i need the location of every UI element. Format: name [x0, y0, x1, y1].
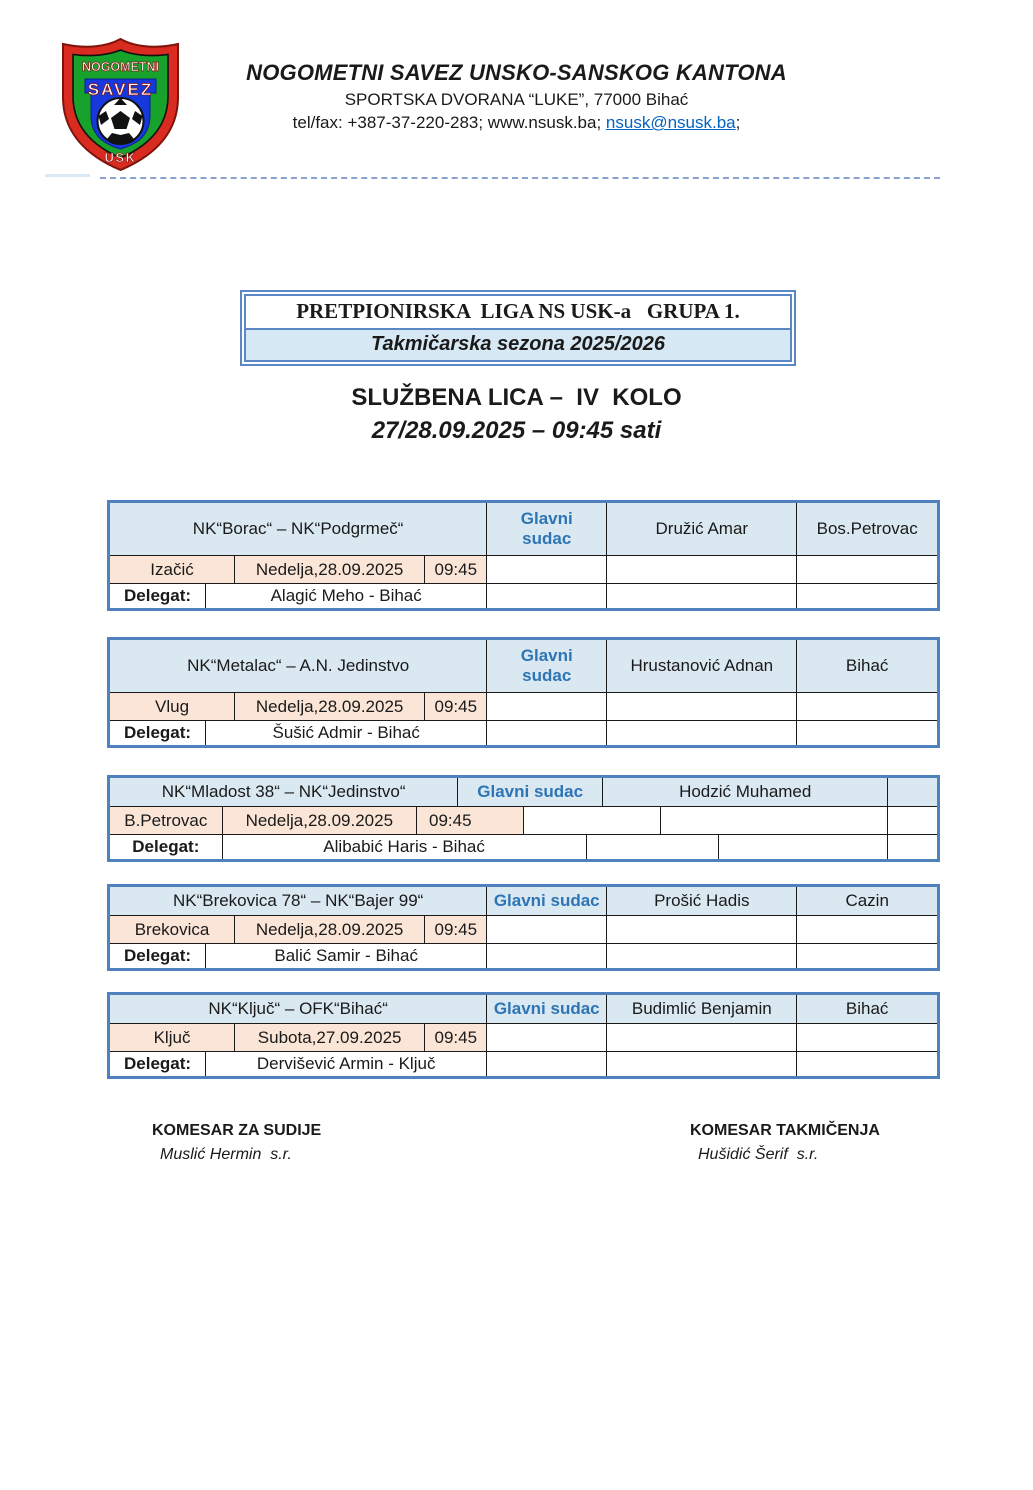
match-table-kljuc-bihac — [107, 992, 940, 1079]
referee-label: Glavni sudac — [486, 640, 606, 692]
empty-cell — [606, 916, 796, 943]
delegate-name: Šušić Admir - Bihać — [205, 721, 486, 745]
referee-label: Glavni sudac — [457, 778, 602, 806]
empty-cell — [796, 944, 937, 968]
empty-cell — [718, 835, 888, 859]
empty-cell — [486, 1024, 606, 1051]
referee-city — [887, 778, 937, 806]
letterhead — [0, 60, 1033, 133]
match-name: NK“Mladost 38“ – NK“Jedinstvo“ — [110, 778, 457, 806]
org-address: SPORTSKA DVORANA “LUKE”, 77000 Bihać — [344, 90, 689, 109]
table-header-row — [110, 887, 937, 915]
empty-cell — [486, 584, 606, 608]
delegate-name: Alibabić Haris - Bihać — [222, 835, 586, 859]
delegate-row — [110, 943, 937, 968]
date-heading: 27/28.09.2025 – 09:45 sati — [371, 417, 662, 444]
empty-cell — [606, 584, 796, 608]
table-header-row — [110, 640, 937, 692]
league-title-box — [240, 290, 796, 366]
empty-cell — [606, 1024, 796, 1051]
commissioner-competition-title: KOMESAR TAKMIČENJA — [690, 1122, 880, 1139]
empty-cell — [887, 835, 937, 859]
table-header-row — [110, 778, 937, 806]
empty-cell — [796, 556, 937, 583]
empty-cell — [486, 1052, 606, 1076]
signature-right — [690, 1122, 880, 1164]
empty-cell — [486, 721, 606, 745]
empty-cell — [486, 916, 606, 943]
commissioner-referees-name: Muslić Hermin s.r. — [160, 1146, 292, 1163]
delegate-row — [110, 1051, 937, 1076]
match-name: NK“Ključ“ – OFK“Bihać“ — [110, 995, 486, 1023]
empty-cell — [606, 556, 796, 583]
referee-name: Prošić Hadis — [606, 887, 796, 915]
referee-city: Bos.Petrovac — [796, 503, 937, 555]
delegate-row — [110, 834, 937, 859]
referee-name: Budimlić Benjamin — [606, 995, 796, 1023]
match-date: Nedelja,28.09.2025 — [234, 693, 424, 720]
round-heading: SLUŽBENA LICA – IV KOLO — [351, 384, 682, 411]
venue-row — [110, 555, 937, 583]
org-contact-prefix: tel/fax: +387-37-220-283; www.nsusk.ba; — [292, 113, 606, 132]
venue: Brekovica — [110, 916, 234, 943]
delegate-name: Balić Samir - Bihać — [205, 944, 486, 968]
match-time: 09:45 — [424, 556, 486, 583]
empty-cell — [796, 584, 937, 608]
season-title: Takmičarska sezona 2025/2026 — [244, 330, 792, 362]
match-name: NK“Borac“ – NK“Podgrmeč“ — [110, 503, 486, 555]
referee-city: Bihać — [796, 995, 937, 1023]
logo-text-usk: USK — [104, 150, 137, 165]
empty-cell — [660, 807, 887, 834]
delegate-row — [110, 720, 937, 745]
referee-name: Družić Amar — [606, 503, 796, 555]
table-header-row — [110, 503, 937, 555]
venue: Izačić — [110, 556, 234, 583]
empty-cell — [586, 835, 718, 859]
empty-cell — [486, 693, 606, 720]
match-table-brekovica-bajer — [107, 884, 940, 971]
delegate-label: Delegat: — [124, 1054, 192, 1073]
empty-cell — [606, 693, 796, 720]
venue: Ključ — [110, 1024, 234, 1051]
empty-cell — [523, 807, 659, 834]
org-contact — [0, 113, 1033, 133]
referee-label: Glavni sudac — [486, 503, 606, 555]
referee-name: Hrustanović Adnan — [606, 640, 796, 692]
dashed-divider — [100, 177, 940, 179]
match-time: 09:45 — [424, 693, 486, 720]
match-time: 09:45 — [416, 807, 524, 834]
referee-city: Cazin — [796, 887, 937, 915]
delegate-name: Dervišević Armin - Ključ — [205, 1052, 486, 1076]
org-name: NOGOMETNI SAVEZ UNSKO-SANSKOG KANTONA — [246, 60, 787, 85]
delegate-name: Alagić Meho - Bihać — [205, 584, 486, 608]
match-table-mladost-jedinstvo — [107, 775, 940, 862]
referee-label: Glavni sudac — [486, 887, 606, 915]
empty-cell — [887, 807, 937, 834]
venue-row — [110, 806, 937, 834]
logo-text-savez: SAVEZ — [87, 80, 154, 99]
delegate-label: Delegat: — [132, 837, 200, 856]
match-time: 09:45 — [424, 916, 486, 943]
match-table-borac-podgrmec — [107, 500, 940, 611]
empty-cell — [486, 556, 606, 583]
empty-cell — [606, 721, 796, 745]
match-name: NK“Brekovica 78“ – NK“Bajer 99“ — [110, 887, 486, 915]
empty-cell — [486, 944, 606, 968]
venue: Vlug — [110, 693, 234, 720]
venue-row — [110, 915, 937, 943]
logo-text-nogometni: NOGOMETNI — [81, 60, 160, 74]
match-date: Subota,27.09.2025 — [234, 1024, 424, 1051]
referee-label: Glavni sudac — [486, 995, 606, 1023]
match-date: Nedelja,28.09.2025 — [234, 916, 424, 943]
empty-cell — [796, 721, 937, 745]
email-link[interactable]: nsusk@nsusk.ba — [605, 113, 736, 132]
venue-row — [110, 692, 937, 720]
venue-row — [110, 1023, 937, 1051]
commissioner-referees-title: KOMESAR ZA SUDIJE — [152, 1122, 322, 1139]
empty-cell — [796, 1052, 937, 1076]
referee-city: Bihać — [796, 640, 937, 692]
empty-cell — [796, 916, 937, 943]
match-date: Nedelja,28.09.2025 — [234, 556, 424, 583]
empty-cell — [606, 944, 796, 968]
match-table-metalac-jedinstvo — [107, 637, 940, 748]
empty-cell — [796, 693, 937, 720]
referee-name: Hodzić Muhamed — [602, 778, 887, 806]
match-time: 09:45 — [424, 1024, 486, 1051]
divider-faint-segment — [45, 174, 90, 177]
delegate-label: Delegat: — [124, 946, 192, 965]
org-contact-suffix: ; — [735, 113, 741, 132]
league-title: PRETPIONIRSKA LIGA NS USK-a GRUPA 1. — [244, 294, 792, 330]
delegate-label: Delegat: — [124, 586, 192, 605]
delegate-row — [110, 583, 937, 608]
venue: B.Petrovac — [110, 807, 222, 834]
table-header-row — [110, 995, 937, 1023]
delegate-label: Delegat: — [124, 723, 192, 742]
empty-cell — [606, 1052, 796, 1076]
match-name: NK“Metalac“ – A.N. Jedinstvo — [110, 640, 486, 692]
commissioner-competition-name: Hušidić Šerif s.r. — [698, 1146, 819, 1163]
empty-cell — [796, 1024, 937, 1051]
match-date: Nedelja,28.09.2025 — [222, 807, 416, 834]
signature-left — [152, 1122, 321, 1164]
